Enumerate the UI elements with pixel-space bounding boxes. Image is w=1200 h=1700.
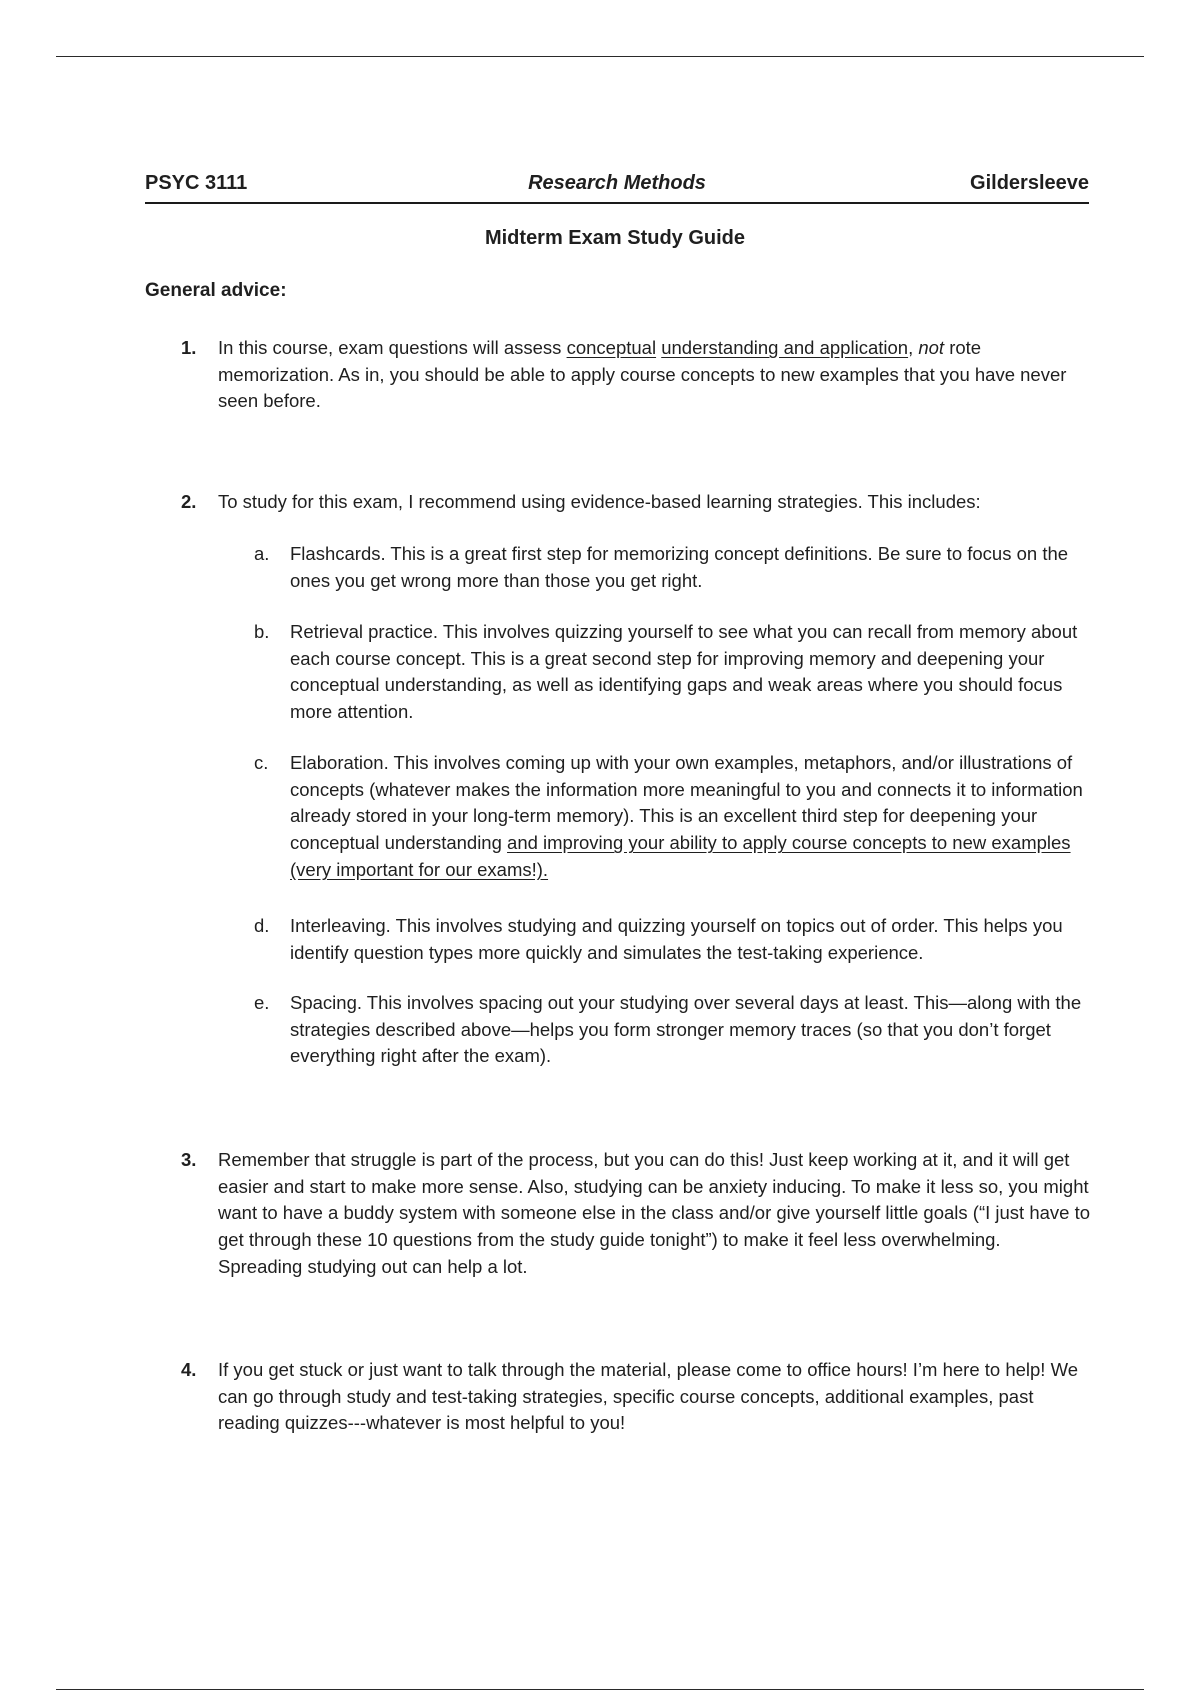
- strategy-item-d: [145, 913, 1090, 966]
- subitem-letter: e.: [254, 992, 270, 1013]
- item-number: 3.: [181, 1149, 197, 1170]
- strategy-item-c: [145, 750, 1090, 884]
- page-bottom-rule: [56, 1689, 1144, 1690]
- underlined-text: and improving your ability to apply course concepts to new examples (very important for our exams!).: [290, 832, 1071, 880]
- subitem-letter: c.: [254, 752, 269, 773]
- item-number: 2.: [181, 491, 197, 512]
- subitem-text: Flashcards. This is a great first step for memorizing concept definitions. Be sure to focus on the ones you get wrong more than those you get right.: [290, 543, 1069, 591]
- item-number: 1.: [181, 337, 197, 358]
- subitem-text: Interleaving. This involves studying and quizzing yourself on topics out of order. This helps you identify question types more quickly and simulates the test-taking experience.: [290, 915, 1063, 963]
- subitem-letter: d.: [254, 915, 270, 936]
- course-code: PSYC 3111: [145, 172, 248, 194]
- advice-item-1: [145, 335, 1090, 415]
- strategy-item-a: [145, 541, 1090, 594]
- subitem-text: Retrieval practice. This involves quizzing yourself to see what you can recall from memory about each course concept. This is a great second step for improving memory and deepening your conceptual understanding, as well as identifying gaps and weak areas where you should focus more attention.: [290, 621, 1078, 723]
- item-text: If you get stuck or just want to talk through the material, please come to office hours! I’m here to help! We can go through study and test-taking strategies, specific course concepts, additional examples, past reading quizzes---whatever is most helpful to you!: [218, 1359, 1079, 1434]
- underlined-text: conceptual: [566, 337, 657, 358]
- advice-item-4: [145, 1357, 1090, 1437]
- subitem-letter: b.: [254, 621, 270, 642]
- advice-item-2: [145, 489, 1090, 516]
- item-text: Remember that struggle is part of the process, but you can do this! Just keep working at it, and it will get easier and start to make more sense. Also, studying can be anxiety inducing. To make it less so, you might want to have a buddy system with someone else in the class and/or give yourself little goals (“I just have to get through these 10 questions from the study guide tonight”) to make it feel less overwhelming. Spreading studying out can help a lot.: [218, 1149, 1091, 1277]
- instructor-name: Gildersleeve: [970, 172, 1089, 194]
- advice-item-3: [145, 1147, 1090, 1281]
- document-title: Midterm Exam Study Guide: [484, 227, 746, 249]
- item-number: 4.: [181, 1359, 197, 1380]
- course-subject: Research Methods: [528, 172, 706, 194]
- subitem-text: Spacing. This involves spacing out your studying over several days at least. This—along with the strategies described above—helps you form stronger memory traces (so that you don’t forget everything right after the exam).: [290, 992, 1082, 1067]
- section-heading: General advice:: [145, 280, 287, 301]
- strategy-item-e: [145, 990, 1090, 1070]
- emphasis-text: not: [918, 337, 945, 358]
- strategy-item-b: [145, 619, 1090, 726]
- subitem-text: Elaboration. This involves coming up with your own examples, metaphors, and/or illustrations of concepts (whatever makes the information more meaningful to you and connects it to information already stored in your long-term memory). This is an excellent third step for deepening your conceptual understanding and improving your ability to apply course concepts to new examples (very important for our exams!).: [290, 752, 1083, 880]
- document-header: [145, 168, 1089, 204]
- page-top-rule: [56, 56, 1144, 57]
- item-text: To study for this exam, I recommend using evidence-based learning strategies. This includes:: [218, 491, 981, 512]
- subitem-letter: a.: [254, 543, 270, 564]
- underlined-text: understanding and application: [661, 337, 909, 358]
- item-text: In this course, exam questions will assess conceptual understanding and application, not rote memorization. As in, you should be able to apply course concepts to new examples that you have never seen before.: [218, 337, 1067, 412]
